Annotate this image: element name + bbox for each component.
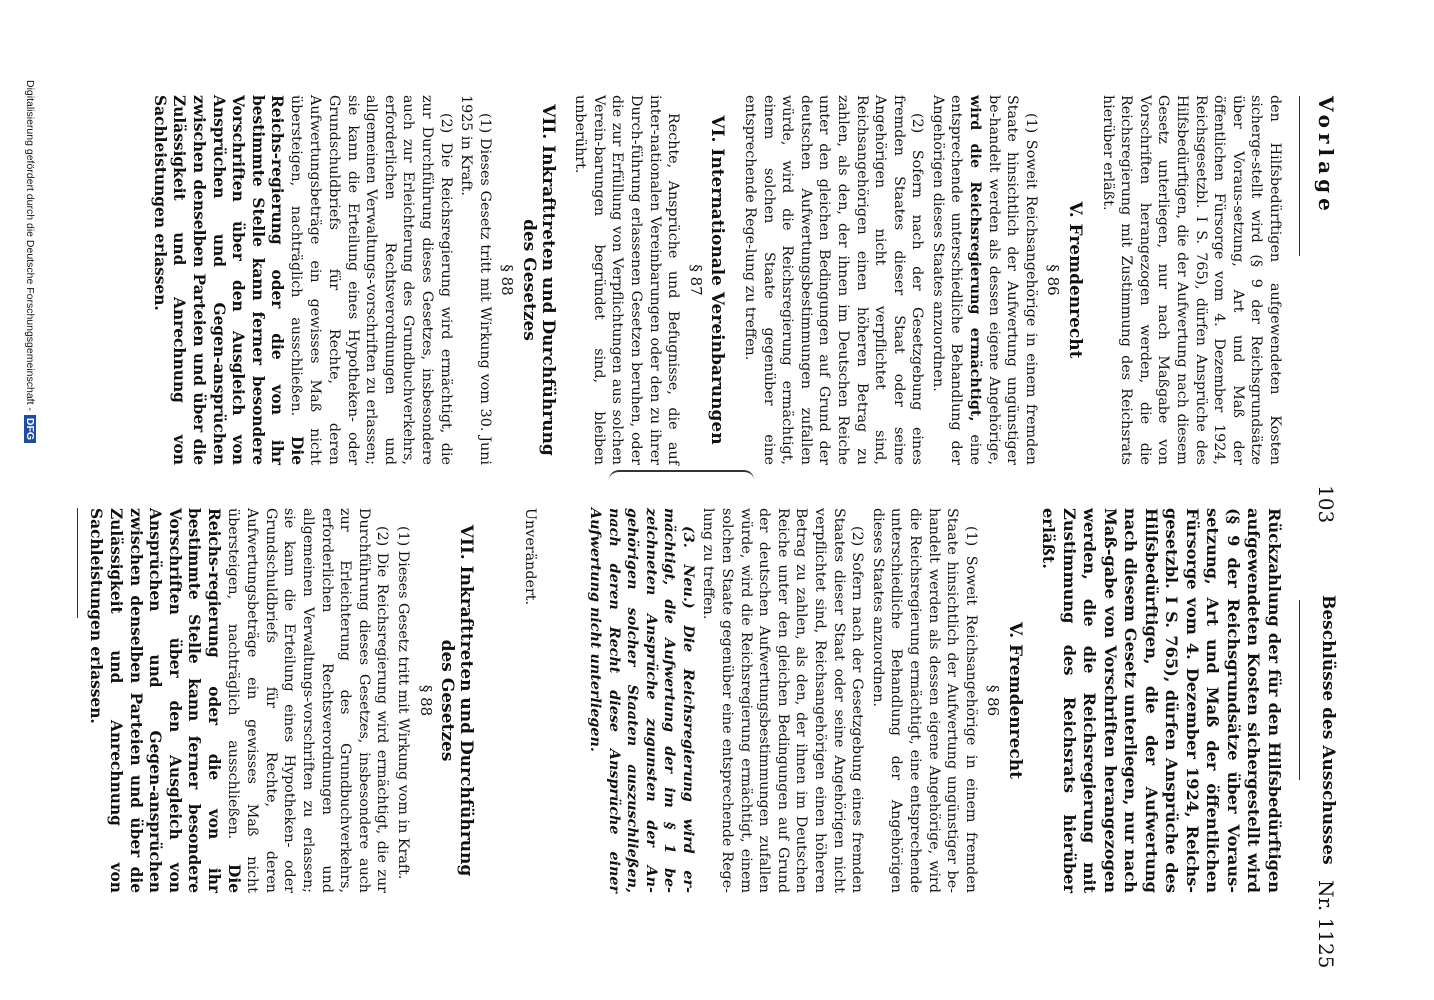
left-column: [147, 95, 1284, 465]
right-section-7-title: VII. Inkrafttreten und Durchführung des Gesetzes: [437, 524, 476, 877]
right-section-86-number: § 86: [984, 684, 1003, 717]
left-intro-paragraph: den Hilfsbedürftigen aufgewendeten Kosten sicherge-stellt wird (§ 9 der Reichsgrundsätze über Voraus-setzung, Art und Maß der öffentlichen Fürsorge vom 4. Dezember 1924, Reichsgesetzbl. I S. 765), dürfen Ansprüche des Hilfsbedürftigen, die der Aufwertung nach diesem Gesetz unterliegen, nur nach Maßgabe von Vorschriften herangezogen werden, die die Reichsregierung mit Zustimmung des Reichsrats hierüber erläßt.: [1099, 95, 1283, 465]
left-88-paragraph-1: (1) Dieses Gesetz tritt mit Wirkung vom 30. Juni 1925 in Kraft.: [458, 95, 493, 465]
right-section-88-number: § 88: [416, 684, 435, 717]
left-86-p1-part-a: (1) Soweit Reichsangehörige in einem fremden Staate hinsichtlich der Aufwertung ungünstiger be-handelt werden als dessen eigene Angehörige,: [985, 95, 1039, 465]
right-end-rule: [77, 508, 78, 618]
left-87-paragraph: Rechte, Ansprüche und Befugnisse, die auf inter-nationalen Vereinbarungen oder den zu ihrer Durch-führung erlassenen Gesetzen beruhen, oder die zur Erfüllung von Verpflichtungen aus solchen Verein-barungen begründet sind, bleiben unberührt.: [572, 95, 682, 465]
left-86-p1-part-b: wird die Reichsregierung ermächtigt,: [967, 95, 984, 422]
left-section-86-number: § 86: [1044, 264, 1063, 296]
header-rule-right: [1299, 600, 1300, 780]
right-86-paragraph-2: (2) Sofern nach der Gesetzgebung eines fremden Staates dieser Staat oder seine Angehörigen nicht verpflichtet sind, Reichsangehörigen einen höheren Betrag zu zahlen, als den, der ihnen im Deutschen Reiche unter den gleichen Bedingungen auf Grund der deutschen Aufwertungsbestimmungen zufallen würde, wird die Reichsregierung ermächtigt, einem solchen Staate gegenüber eine entsprechende Rege-lung zu treffen.: [700, 508, 866, 893]
digitization-credit: [24, 80, 36, 443]
header-right-title: Beschlüsse des Ausschusses: [1318, 595, 1338, 865]
left-88-paragraph-2: [149, 95, 455, 465]
unchanged-brace: [609, 470, 754, 484]
right-88-paragraph-2: [86, 508, 392, 893]
left-section-87-number: § 87: [686, 264, 705, 296]
left-86-paragraph-1: [928, 95, 1040, 465]
document-page: [24, 0, 1434, 1000]
right-88-p2-part-b: Die Reichs-regierung oder die von ihr bestimmte Stelle kann ferner besondere Vorschriften über den Ausgleich von Ansprüchen und Gegen-ansprüchen zwischen denselben Parteien und über die Zulässigkeit und Anrechnung von Sachleistungen erlassen.: [87, 508, 243, 894]
left-section-6-title: VI. Internationale Vereinbarungen: [707, 115, 728, 445]
page-number: 103: [1314, 485, 1338, 524]
digitization-credit-text: Digitalisierung gefördert durch die Deutsche Forschungsgemeinschaft -: [24, 80, 36, 411]
document-number: Nr. 1125: [1314, 880, 1338, 969]
right-section-5-title: V. Fremdenrecht: [1005, 622, 1025, 779]
right-88-p2-part-a: (2) Die Reichsregierung wird ermächtigt, die zur Durchführung dieses Gesetzes, insbesondere auch zur Erleichterung des Grundbuchverkehrs, erforderlichen Rechtsverordnungen und allgemeinen Verwaltungs-vorschriften zu erlassen; sie kann die Erteilung eines Hypotheken- oder Grundschuldbriefs für Rechte, deren Aufwertungsbeträge ein gewisses Maß nicht übersteigen, nachträglich ausschließen.: [224, 508, 391, 893]
left-section-7-title: VII. Inkrafttreten und Durchführung des Gesetzes: [519, 104, 558, 456]
header-left-title: Vorlage: [1314, 96, 1338, 216]
left-section-88-number: § 88: [498, 264, 517, 296]
right-88-paragraph-1: (1) Dieses Gesetz tritt mit Wirkung vom in Kraft.: [394, 526, 411, 880]
dfg-logo: DFG: [24, 415, 36, 443]
right-unchanged-note: Unverändert.: [522, 508, 539, 606]
right-86-paragraph-3-new: (3. Neu.) Die Reichsregierung wird er-mächtigt, die Aufwertung der im § 1 be-zeichneten Ansprüche zugunsten der An-gehörigen solcher Staaten auszuschließen, nach deren Recht diese Ansprüche einer Aufwertung nicht unterliegen.: [586, 508, 696, 893]
left-88-p2-part-b: Die Reichs-regierung oder die von ihr bestimmte Stelle kann ferner besondere Vorschriften über den Ausgleich von Ansprüchen und Gegen-ansprüchen zwischen denselben Parteien und über die Zulässigkeit und Anrechnung von Sachleistungen erlassen.: [150, 95, 306, 466]
right-86-paragraph-1: (1) Soweit Reichsangehörige in einem fremden Staate hinsichtlich der Aufwertung ungünstiger be-handelt werden als dessen eigene Angehörige, wird die Reichsregierung ermächtigt, eine entsprechende unterschiedliche Behandlung der Angehörigen dieses Staates anzuordnen.: [869, 508, 979, 893]
left-section-5-title: V. Fremdenrecht: [1065, 201, 1086, 359]
page-header: [1298, 0, 1338, 1000]
right-column: [77, 508, 1284, 893]
left-88-p2-part-a: (2) Die Reichsregierung wird ermächtigt, die zur Durchführung dieses Gesetzes, insbesondere auch zur Erleichterung des Grundbuchverkehrs, erforderlichen Rechtsverordnungen und allgemeinen Verwaltungs-vorschriften zu erlassen; sie kann die Erteilung eines Hypotheken- oder Grundschuldbriefs für Rechte, deren Aufwertungsbeträge ein gewisses Maß nicht übersteigen, nachträglich ausschließen.: [287, 95, 454, 465]
header-rule-left: [1299, 96, 1300, 256]
right-intro-paragraph: Rückzahlung der für den Hilfsbedürftigen aufgewendeten Kosten sichergestellt wird (§ 9 der Reichsgrundsätze über Voraus-setzung, Art und Maß der öffentlichen Fürsorge vom 4. Dezember 1924, Reichs-gesetzbl. I S. 765), dürfen Ansprüche des Hilfsbedürftigen, die der Aufwertung nach diesem Gesetz unterliegen, nur nach Maß-gabe von Vorschriften herangezogen werden, die die Reichsregierung mit Zustimmung des Reichsrats hierüber erläßt.: [1039, 508, 1284, 893]
left-86-p1-part-c: eine entsprechende unterschiedliche Behandlung der Angehörigen dieses Staates anzuordnen.: [929, 95, 984, 466]
left-86-paragraph-2: (2) Sofern nach der Gesetzgebung eines fremden Staates dieser Staat oder seine Angehörigen nicht verpflichtet sind, Reichsangehörigen einen höheren Betrag zu zahlen, als den, der ihnen im Deutschen Reiche unter den gleichen Bedingungen auf Grund der deutschen Aufwertungsbestimmungen zufallen würde, wird die Reichsregierung ermächtigt, einem solchen Staate gegenüber eine entsprechende Rege-lung zu treffen.: [741, 95, 926, 465]
